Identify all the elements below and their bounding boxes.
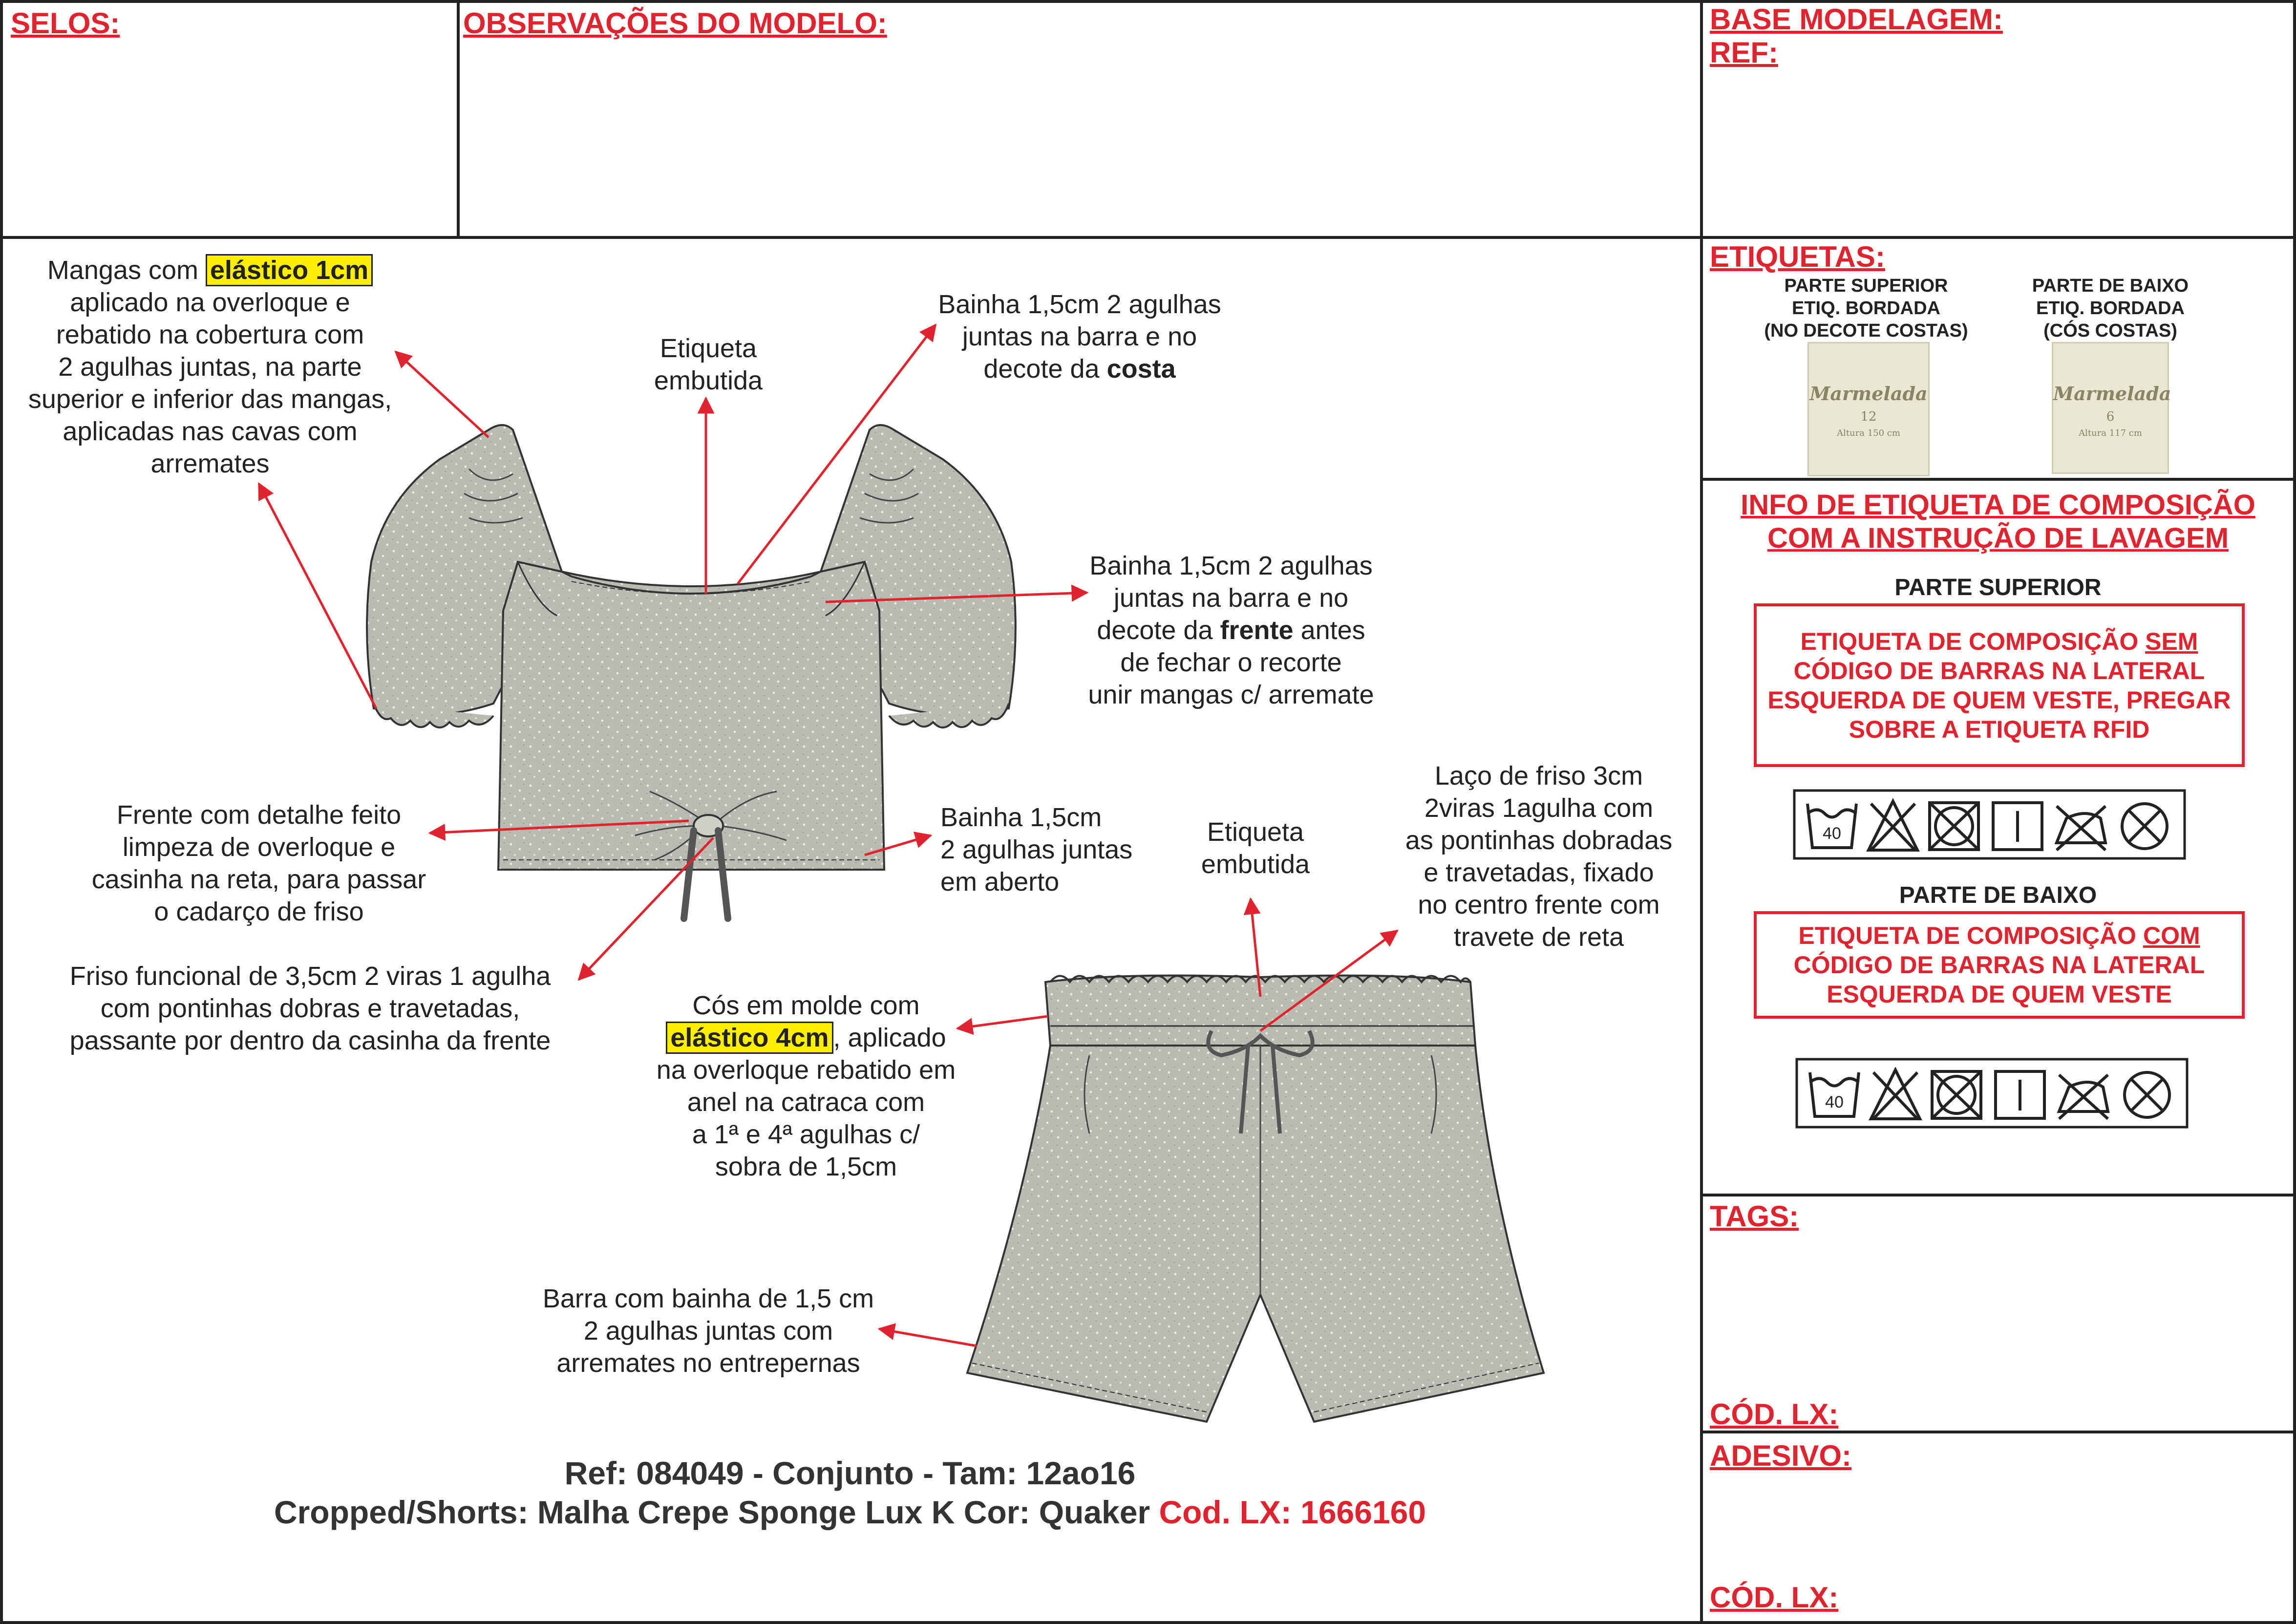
right-column-divider: [1700, 0, 1703, 1624]
footer-material: Cropped/Shorts: Malha Crepe Sponge Lux K Cor: Quaker Cod. LX: 1666160: [274, 1494, 1426, 1530]
composicao-baixo-box: ETIQUETA DE COMPOSIÇÃO COM CÓDIGO DE BARRAS NA LATERAL ESQUERDA DE QUEM VESTE: [1754, 911, 2245, 1019]
composicao-title: INFO DE ETIQUETA DE COMPOSIÇÃO COM A INSTRUÇÃO DE LAVAGEM: [1741, 489, 2255, 554]
ref-header: REF:: [1710, 36, 1778, 69]
cod-lx-adesivo: CÓD. LX:: [1710, 1581, 1839, 1614]
tags-divider: [1700, 1194, 2296, 1197]
footer: [0, 1453, 1700, 1532]
etiquetas-divider: [1700, 478, 2296, 481]
note-mangas: Mangas com elástico 1cm aplicado na overloque e rebatido na cobertura com 2 agulhas juntas, na parte superior e inferior das mangas, aplicadas nas cavas com arremates: [10, 254, 410, 480]
footer-cod-lx: Cod. LX: 1666160: [1159, 1494, 1426, 1530]
wash-symbols-superior: [1793, 789, 2186, 860]
label-superior-caption: PARTE SUPERIOR ETIQ. BORDADA (NO DECOTE COSTAS): [1764, 276, 1968, 341]
shorts: [967, 976, 1544, 1422]
composicao-superior-label: PARTE SUPERIOR: [1894, 575, 2102, 600]
tags-header: TAGS:: [1710, 1200, 1799, 1233]
note-bainha-aberto: Bainha 1,5cm 2 agulhas juntas em aberto: [940, 803, 1133, 897]
wash-symbols-baixo: [1795, 1058, 2189, 1129]
note-bainha-costa: Bainha 1,5cm 2 agulhas juntas na barra e no decote da costa: [938, 290, 1221, 384]
footer-ref: Ref: 084049 - Conjunto - Tam: 12ao16: [564, 1455, 1136, 1491]
note-barra: Barra com bainha de 1,5 cm 2 agulhas juntas com arremates no entrepernas: [542, 1284, 874, 1378]
label-baixo-image: Marmelada 6 Altura 117 cm: [2052, 342, 2169, 474]
selos-header: SELOS:: [11, 7, 120, 40]
base-modelagem-header: BASE MODELAGEM:: [1710, 3, 2003, 36]
composicao-superior-box: ETIQUETA DE COMPOSIÇÃO SEM CÓDIGO DE BARRAS NA LATERAL ESQUERDA DE QUEM VESTE, PREGAR SOBRE A ETIQUETA RFID: [1754, 603, 2245, 767]
note-frente-detalhe: Frente com detalhe feito limpeza de overloque e casinha na reta, para passar o cadarço de friso: [91, 800, 426, 926]
note-friso: Friso funcional de 3,5cm 2 viras 1 agulha com pontinhas dobras e travetadas, passante por dentro da casinha da frente: [69, 962, 551, 1055]
note-bainha-frente: Bainha 1,5cm 2 agulhas juntas na barra e no decote da frente antes de fechar o recorte unir mangas c/ arremate: [1088, 551, 1374, 709]
observacoes-header: OBSERVAÇÕES DO MODELO:: [463, 7, 887, 40]
label-superior-image: Marmelada 12 Altura 150 cm: [1807, 342, 1930, 476]
label-baixo-caption: PARTE DE BAIXO ETIQ. BORDADA (CÓS COSTAS): [2032, 276, 2189, 341]
etiquetas-header: ETIQUETAS:: [1710, 240, 1885, 273]
composicao-baixo-label: PARTE DE BAIXO: [1899, 882, 2097, 908]
note-laco: Laço de friso 3cm 2viras 1agulha com as pontinhas dobradas e travetadas, fixado no centro frente com travete de reta: [1405, 761, 1673, 952]
note-etiqueta-top: Etiqueta embutida: [654, 334, 763, 395]
top-body: [498, 562, 884, 919]
cod-lx-tags: CÓD. LX:: [1710, 1398, 1839, 1431]
wash-temp: 40: [1823, 824, 1841, 843]
note-cos: Cós em molde com elástico 4cm , aplicado na overloque rebatido em anel na catraca com a 1ª e 4ª agulhas c/ sobra de 1,5cm: [656, 991, 956, 1181]
wash-temp: 40: [1825, 1093, 1844, 1111]
note-etiqueta-short: Etiqueta embutida: [1201, 817, 1310, 879]
adesivo-divider: [1700, 1431, 2296, 1433]
adesivo-header: ADESIVO:: [1710, 1439, 1852, 1472]
